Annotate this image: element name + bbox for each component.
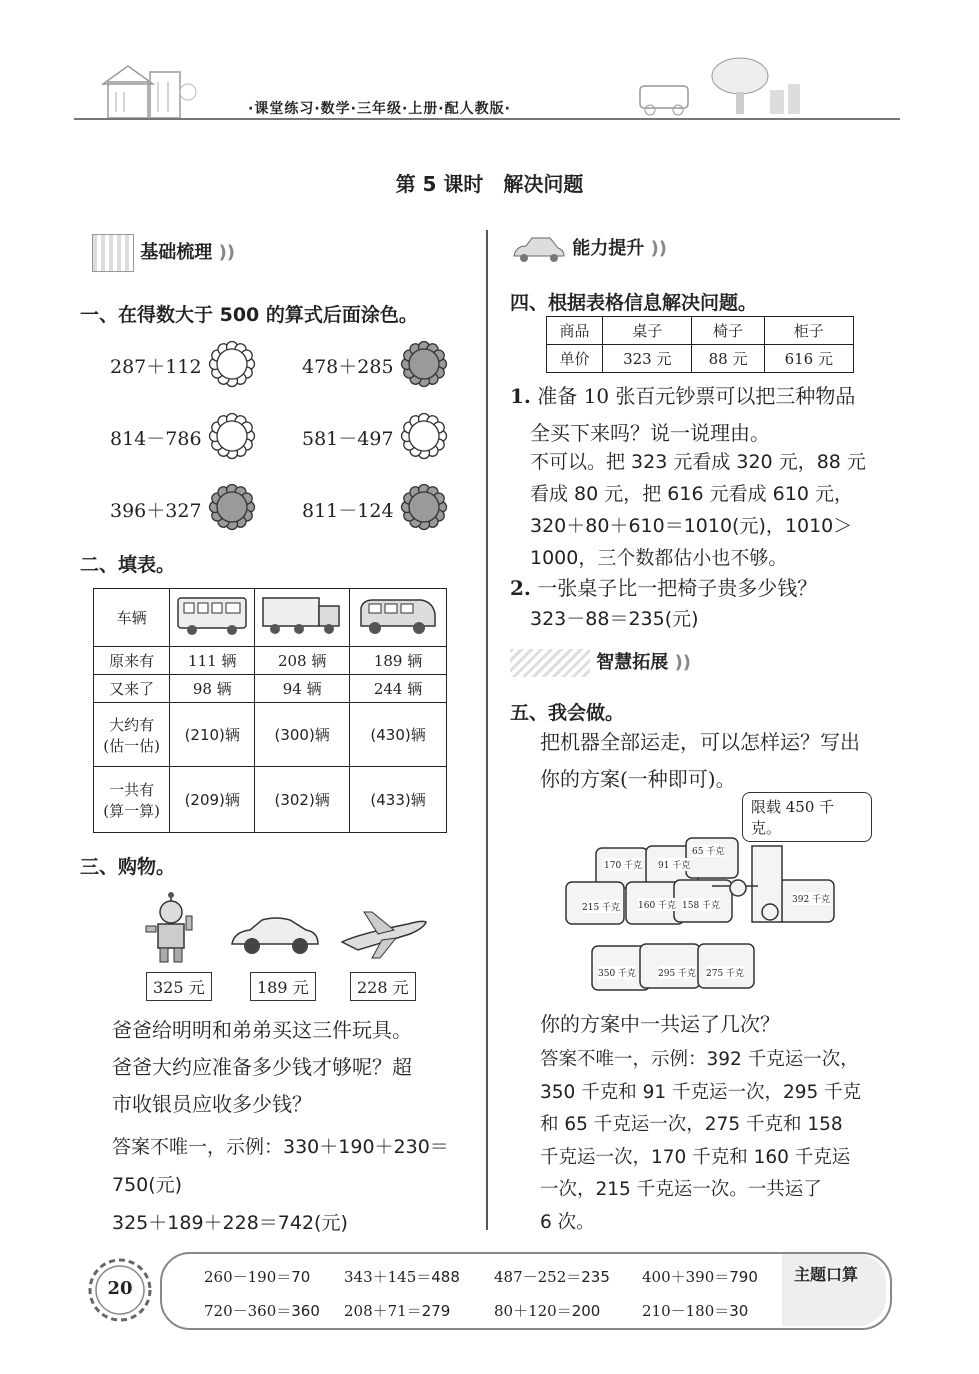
table-cell: 98 辆 [170,675,255,703]
wisdom-banner-label: 智慧拓展 [596,652,669,673]
answer-line: 1000，三个数都估小也不够。 [530,547,788,569]
answer-line: 答案不唯一，示例：330＋190＋230＝ [112,1136,449,1158]
answer-line: 不可以。把 323 元看成 320 元，88 元 [530,451,866,473]
table-cell: 桌子 [603,317,692,345]
text-line: 爸爸给明明和弟弟买这三件玩具。 [112,1018,412,1042]
weight-label: 350 千克 [598,966,636,979]
mental-math-item [204,1266,310,1287]
row-label [94,703,170,767]
table-cell: 189 辆 [350,647,447,675]
q3-title: 三、购物。 [80,856,176,878]
table-cell: 柜子 [764,317,853,345]
q1-expr: 581－497 [302,428,394,450]
text-line: 全买下来吗？说一说理由。 [530,421,770,445]
answer-line: 320＋80＋610＝1010(元)，1010＞ [530,515,853,537]
q4-p2-answer: 323－88＝235(元) [530,608,699,630]
row-label-line: 大约有 [109,715,155,734]
column-divider [486,230,488,1230]
q1-grid [108,340,468,540]
table-cell: 616 元 [764,345,853,373]
math-expr: 720－360＝ [204,1302,292,1320]
books-icon [510,649,590,677]
table-cell: (302)辆 [255,767,350,833]
answer-line: 千克运一次，170 千克和 160 千克运 [540,1146,851,1168]
price-tag: 189 元 [250,972,316,1001]
q4-p1 [510,378,855,452]
q4-p2 [510,570,817,607]
table-cell: (210)辆 [170,703,255,767]
table-cell: 商品 [547,317,603,345]
vehicle-table [93,588,447,833]
table-cell: (433)辆 [350,767,447,833]
math-expr: 400＋390＝ [642,1268,730,1286]
table-cell: 椅子 [692,317,764,345]
table-cell: 单价 [547,345,603,373]
answer-line: 325＋189＋228＝742(元) [112,1212,348,1234]
text-line: 你的方案(一种即可)。 [540,767,736,791]
math-expr: 260－190＝ [204,1268,292,1286]
basic-banner-label: 基础梳理 [140,242,213,263]
row-label-line: 一共有 [109,780,155,799]
table-cell: 88 元 [692,345,764,373]
row-label: 原来有 [94,647,170,675]
price-tag: 228 元 [350,972,416,1001]
weight-label: 170 千克 [604,858,642,871]
math-answer: 235 [581,1268,610,1286]
q1-expr: 811－124 [302,500,394,522]
q3-text [112,1012,412,1123]
weight-label: 295 千克 [658,966,696,979]
q1-title: 一、在得数大于 500 的算式后面涂色。 [80,304,418,326]
q5-question: 你的方案中一共运了几次？ [540,1012,780,1036]
footer-label: 主题口算 [794,1265,859,1284]
car-image [228,910,322,958]
table-cell: 94 辆 [255,675,350,703]
math-expr: 210－180＝ [642,1302,730,1320]
row-label-line: (算一算) [103,801,161,820]
weight-label: 215 千克 [582,900,620,913]
q1-expr: 396＋327 [110,500,202,522]
airplane-image [338,906,430,962]
flower-icon[interactable] [208,483,256,531]
weight-label: 275 千克 [706,966,744,979]
math-expr: 208＋71＝ [344,1302,422,1320]
mental-math-item [494,1266,610,1287]
lesson-title: 第 5 课时 解决问题 [395,172,584,196]
table-cell: (300)辆 [255,703,350,767]
flower-icon[interactable] [400,340,448,388]
row-label [94,767,170,833]
car-tree-illustration [620,56,900,122]
ability-banner-label: 能力提升 [572,238,645,259]
table-cell: (430)辆 [350,703,447,767]
ability-banner: 能力提升 )) [510,234,667,264]
answer-line: 答案不唯一，示例：392 千克运一次， [540,1049,859,1070]
answer-line: 一次，215 千克运一次。一共运了 [540,1179,822,1200]
basic-banner: 基础梳理 )) [92,234,235,272]
flower-icon[interactable] [208,340,256,388]
weight-label: 160 千克 [638,898,676,911]
problem-number: 1. [510,384,531,408]
load-limit-sign: 限载 450 千克。 [742,792,872,842]
price-tag: 325 元 [146,972,212,1001]
flower-icon[interactable] [400,483,448,531]
table-cell: (209)辆 [170,767,255,833]
table-cell: 244 辆 [350,675,447,703]
weight-label: 65 千克 [692,844,724,857]
q1-expr: 478＋285 [302,356,394,378]
q1-expr: 287＋112 [110,356,202,378]
q4-title: 四、根据表格信息解决问题。 [510,292,758,314]
text-line: 把机器全部运走，可以怎样运？写出 [540,730,860,754]
header-rule [74,118,900,120]
book-icon [92,234,134,272]
row-label-line: (估一估) [103,736,161,755]
math-answer: 360 [291,1302,320,1320]
table-cell: 323 元 [603,345,692,373]
weight-label: 392 千克 [792,892,830,905]
math-expr: 487－252＝ [494,1268,582,1286]
flower-icon[interactable] [208,412,256,460]
math-expr: 80＋120＝ [494,1302,572,1320]
wisdom-banner: 智慧拓展 )) [510,648,691,677]
car-icon [510,234,566,264]
answer-line: 6 次。 [540,1211,595,1233]
mental-math-item [344,1300,450,1321]
machines-illustration [562,786,872,1002]
mental-math-item [642,1300,748,1321]
answer-line: 750(元) [112,1174,183,1196]
text-line: 准备 10 张百元钞票可以把三种物品 [537,384,856,408]
mental-math-item [344,1266,460,1287]
text-line: 爸爸大约应准备多少钱才够呢？超 [112,1055,412,1079]
q3-answer [112,1128,449,1242]
problem-number: 2. [510,576,531,600]
table-header-cell: 车辆 [94,589,170,647]
mental-math-item [204,1300,320,1321]
math-answer: 70 [291,1268,311,1286]
house-illustration [88,62,208,122]
answer-line: 看成 80 元，把 616 元看成 610 元， [530,483,853,505]
page-number: 20 [107,1278,133,1299]
mental-math-item [642,1266,758,1287]
header-title: ·课堂练习·数学·三年级·上册·配人教版· [248,101,511,117]
weight-label: 91 千克 [658,858,690,871]
math-answer: 488 [431,1268,460,1286]
minibus-image [350,589,447,647]
q4-p1-answer [530,446,866,574]
weight-label: 158 千克 [682,898,720,911]
text-line: 市收银员应收多少钱？ [112,1092,312,1116]
math-answer: 30 [729,1302,749,1320]
robot-image [140,892,202,966]
q1-expr: 814－786 [110,428,202,450]
answer-line: 350 千克和 91 千克运一次，295 千克 [540,1081,862,1103]
bus-image [170,589,255,647]
math-expr: 343＋145＝ [344,1268,432,1286]
mental-math-item [494,1300,600,1321]
math-answer: 790 [729,1268,758,1286]
math-answer: 279 [421,1302,451,1320]
table-cell: 208 辆 [255,647,350,675]
answer-line: 和 65 千克运一次，275 千克和 158 [540,1114,843,1135]
q2-title: 二、填表。 [80,554,176,576]
row-label: 又来了 [94,675,170,703]
text-line: 一张桌子比一把椅子贵多少钱？ [537,576,818,600]
q5-title: 五、我会做。 [510,702,625,724]
price-table [546,316,854,373]
table-cell: 111 辆 [170,647,255,675]
truck-image [255,589,350,647]
flower-icon[interactable] [400,412,448,460]
math-answer: 200 [571,1302,601,1320]
q5-answer [540,1044,861,1239]
